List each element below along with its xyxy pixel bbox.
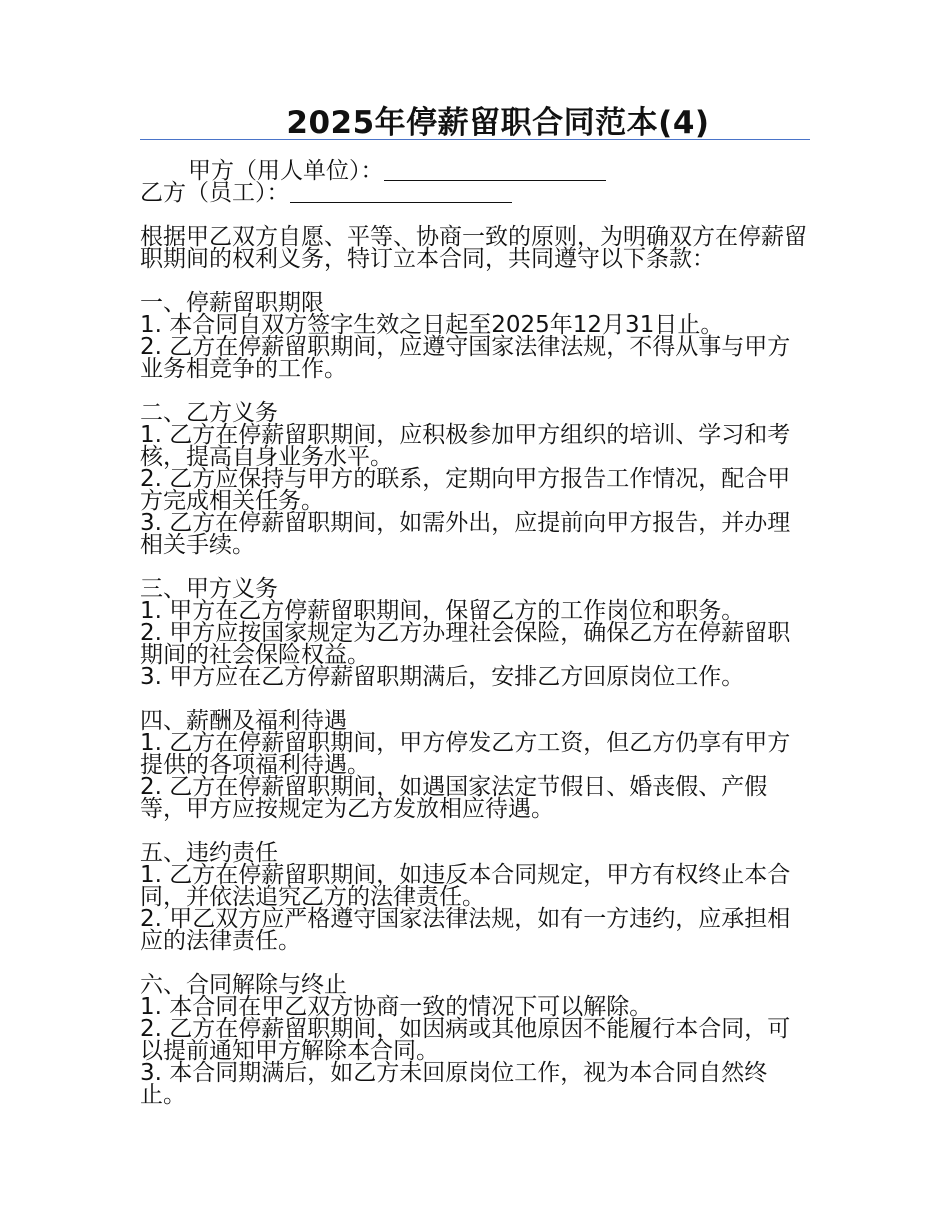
section-item: 1. 乙方在停薪留职期间，应积极参加甲方组织的培训、学习和考核，提高自身业务水平。	[140, 422, 791, 470]
section-heading: 二、乙方义务	[140, 400, 278, 426]
section-item: 2. 甲方应按国家规定为乙方办理社会保险，确保乙方在停薪留职期间的社会保险权益。	[140, 620, 791, 668]
section-item: 2. 甲乙双方应严格遵守国家法律法规，如有一方违约，应承担相应的法律责任。	[140, 906, 791, 954]
title-underline	[140, 139, 810, 140]
intro-paragraph: 根据甲乙双方自愿、平等、协商一致的原则，为明确双方在停薪留职期间的权利义务，特订立本合同，共同遵守以下条款：	[140, 224, 807, 272]
section-heading: 三、甲方义务	[140, 576, 278, 602]
section-heading: 一、停薪留职期限	[140, 290, 324, 316]
party-a-label: 甲方（用人单位）：	[188, 158, 384, 184]
document-title: 2025年停薪留职合同范本(4)	[286, 105, 710, 141]
section-heading: 六、合同解除与终止	[140, 972, 347, 998]
section-item: 1. 本合同在甲乙双方协商一致的情况下可以解除。	[140, 994, 653, 1020]
section-item: 2. 乙方在停薪留职期间，应遵守国家法律法规，不得从事与甲方业务相竞争的工作。	[140, 334, 791, 382]
party-b-label: 乙方（员工）：	[140, 180, 290, 206]
party-b-line	[140, 182, 812, 204]
section-party-b-duties	[140, 402, 812, 556]
section-term	[140, 292, 812, 380]
section-heading: 五、违约责任	[140, 840, 278, 866]
section-item: 1. 乙方在停薪留职期间，如违反本合同规定，甲方有权终止本合同，并依法追究乙方的法律责任。	[140, 862, 791, 910]
section-item: 3. 本合同期满后，如乙方未回原岗位工作，视为本合同自然终止。	[140, 1060, 768, 1108]
section-party-a-duties	[140, 578, 812, 688]
document-body	[140, 160, 812, 1106]
section-item: 3. 乙方在停薪留职期间，如需外出，应提前向甲方报告，并办理相关手续。	[140, 510, 791, 558]
section-item: 2. 乙方在停薪留职期间，如遇国家法定节假日、婚丧假、产假等，甲方应按规定为乙方发放相应待遇。	[140, 774, 768, 822]
section-item: 1. 甲方在乙方停薪留职期间，保留乙方的工作岗位和职务。	[140, 598, 745, 624]
section-heading: 四、薪酬及福利待遇	[140, 708, 347, 734]
section-liability	[140, 842, 812, 952]
party-a-line	[140, 160, 812, 182]
section-item: 3. 甲方应在乙方停薪留职期满后，安排乙方回原岗位工作。	[140, 664, 745, 690]
party-b-blank	[290, 182, 512, 203]
section-pay-benefits	[140, 710, 812, 820]
section-item: 1. 乙方在停薪留职期间，甲方停发乙方工资，但乙方仍享有甲方提供的各项福利待遇。	[140, 730, 791, 778]
section-termination	[140, 974, 812, 1106]
party-a-blank	[384, 160, 606, 181]
section-item: 2. 乙方应保持与甲方的联系，定期向甲方报告工作情况，配合甲方完成相关任务。	[140, 466, 791, 514]
section-item: 1. 本合同自双方签字生效之日起至2025年12月31日止。	[140, 312, 724, 338]
section-item: 2. 乙方在停薪留职期间，如因病或其他原因不能履行本合同，可以提前通知甲方解除本合同。	[140, 1016, 791, 1064]
